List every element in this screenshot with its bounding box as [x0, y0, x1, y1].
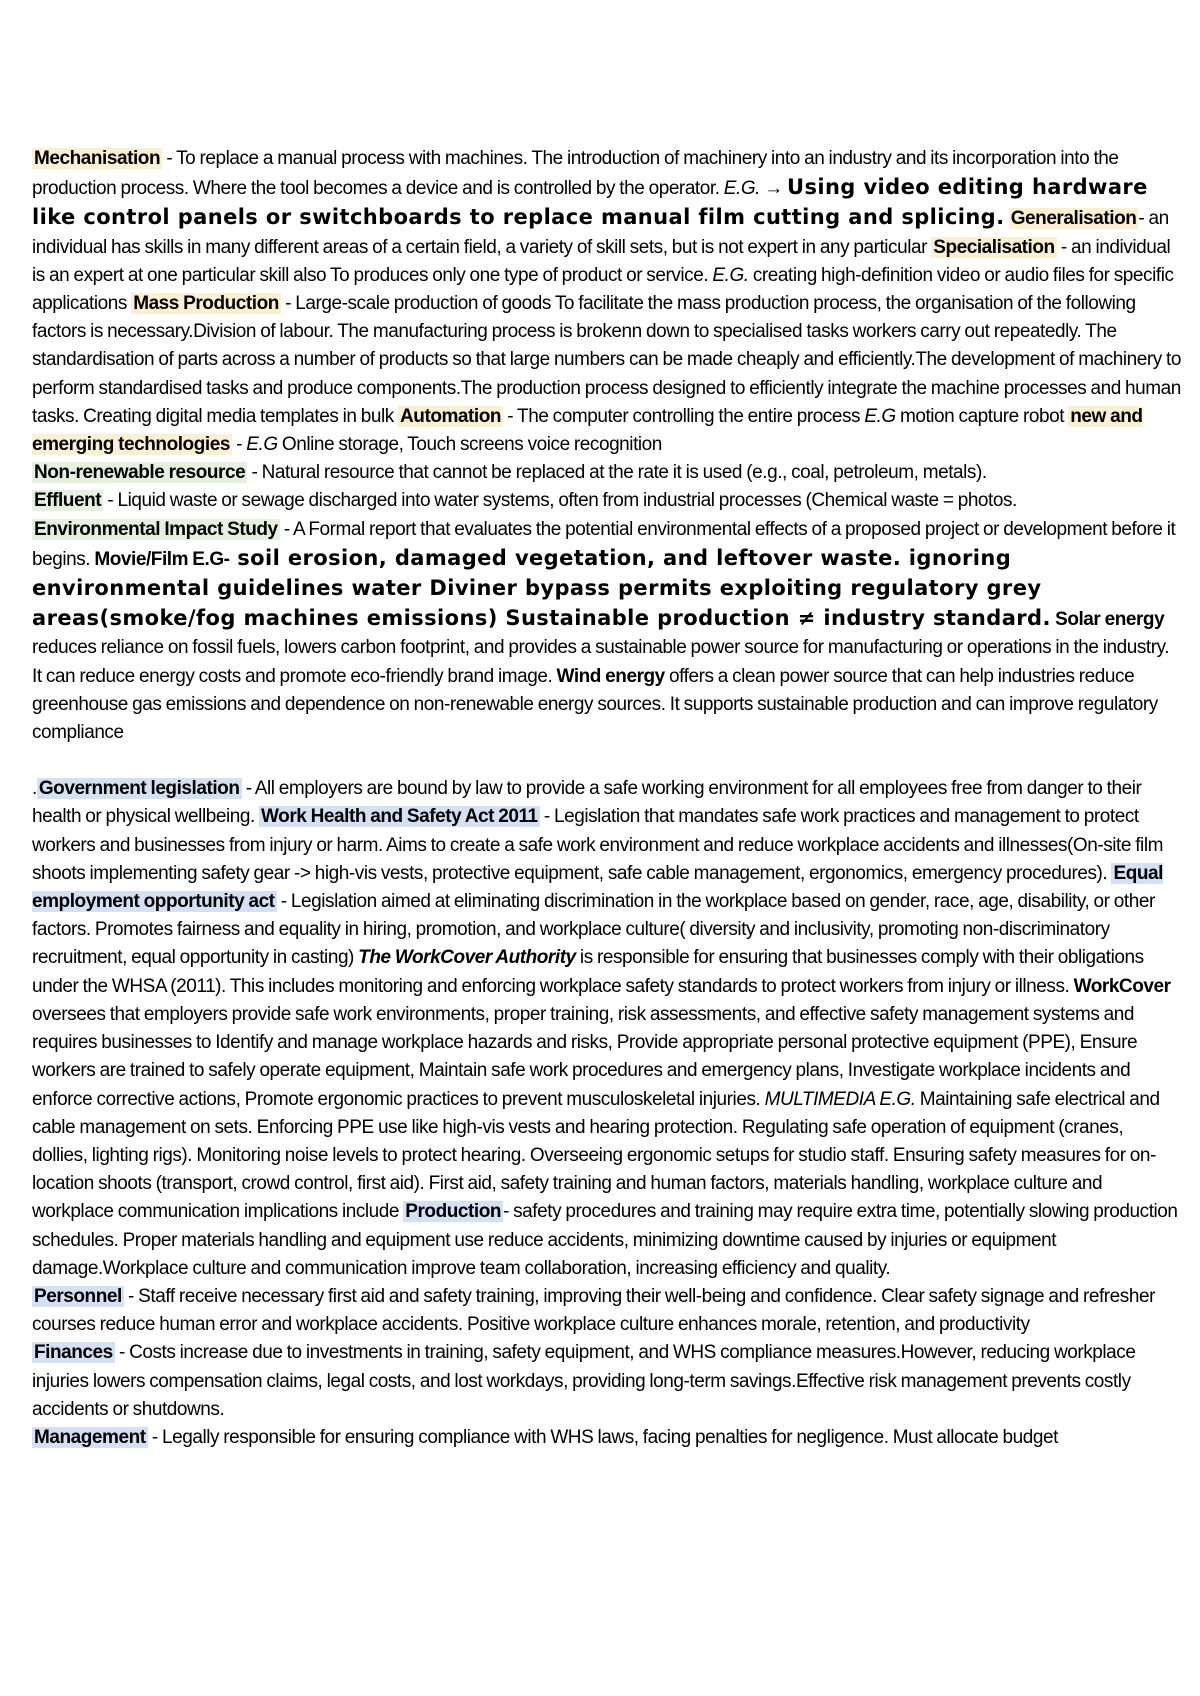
example-label: E.G.	[723, 178, 760, 200]
dash-text: -	[231, 434, 247, 456]
term-production: Production	[405, 1201, 502, 1223]
paragraph-legislation	[32, 775, 1182, 1452]
term-effluent: Effluent	[34, 490, 102, 512]
definition-production: - safety procedures and training may require extra time, potentially slowing production schedules. Proper materials handling and equipment use reduce accidents, minimizing downtime caused by injuries or equipment damage.Workplace culture and communication improve team collaboration, increasing efficiency and quality.	[32, 1201, 1178, 1279]
term-personnel: Personnel	[34, 1285, 122, 1307]
definition-management: - Legally responsible for ensuring compliance with WHS laws, facing penalties for negligence. Must allocate budget	[147, 1426, 1058, 1448]
definition-automation: - The computer controlling the entire process	[503, 405, 865, 427]
definition-generalisation: - an individual has skills in many different areas of a certain field, a variety of skill sets, but is not expert in any particular	[32, 208, 1169, 258]
example-automation: motion capture robot	[895, 405, 1069, 427]
term-equal-employment-opportunity: Equal employment opportunity act	[32, 862, 1163, 913]
term-mechanisation: Mechanisation	[34, 148, 161, 169]
term-solar-energy: Solar energy	[1055, 609, 1165, 631]
definition-mass-production: - Large-scale production of goods To facilitate the mass production process, the organisation of the following factors is necessary.Division of labour. The manufacturing process is brokenn down to specialised tasks workers carry out repeatedly. The standardisation of parts across a number of products so that large numbers can be made cheaply and efficiently.The development of machinery to perform standardised tasks and produce components.The production process designed to efficiently integrate the machine processes and human tasks. Creating digital media templates in bulk	[32, 293, 1181, 427]
example-label: E.G.	[712, 264, 749, 286]
definition-specialisation: - an individual is an expert at one particular skill also To produces only one type of product or service.	[32, 236, 1171, 286]
term-non-renewable-resource: Non-renewable resource	[34, 462, 246, 484]
example-specialisation: creating high-definition video or audio files for specific applications	[32, 264, 1174, 315]
term-government-legislation: Government legislation	[38, 778, 240, 800]
term-specialisation: Specialisation	[933, 236, 1055, 258]
definition-environmental-impact-study: - A Formal report that evaluates the potential environmental effects of a proposed project or development before it begins.	[32, 518, 1176, 570]
paragraph-spacer	[32, 747, 1182, 775]
definition-workcover: oversees that employers provide safe work environments, proper training, risk assessments, and effective safety management systems and requires businesses to Identify and manage workplace hazards and risks, Provide appropriate personal protective equipment (PPE), Ensure workers are trained to safely operate equipment, Maintain safe work procedures and emergency plans, Investigate workplace incidents and enforce corrective actions, Promote ergonomic practices to prevent musculoskeletal injuries.	[32, 1003, 1138, 1110]
definition-workcover-authority: is responsible for ensuring that businesses comply with their obligations under the WHSA (2011). This includes monitoring and enforcing workplace safety standards to protect workers from injury or illness.	[32, 947, 1144, 997]
example-label-multimedia: MULTIMEDIA E.G.	[764, 1088, 916, 1110]
example-label-movie-film: Movie/Film E.G-	[94, 548, 230, 570]
term-whs-act: Work Health and Safety Act 2011	[261, 806, 538, 828]
term-environmental-impact-study: Environmental Impact Study	[34, 518, 278, 540]
definition-whs-act: - Legislation that mandates safe work practices and management to protect workers and businesses from injury or harm. Aims to create a safe work environment and reduce workplace accidents and illnesses(On-site film shoots implementing safety gear -> high-vis vests, protective equipment, safe cable management, ergonomics, emergency procedures).	[32, 806, 1163, 884]
example-label: E.G	[864, 405, 896, 427]
term-management: Management	[34, 1426, 146, 1448]
term-wind-energy: Wind energy	[556, 665, 665, 687]
definition-finances: - Costs increase due to investments in training, safety equipment, and WHS compliance measures.However, reducing workplace injuries lowers compensation claims, legal costs, and lost workdays, providing long-term savings.Effective risk management prevents costly accidents or shutdowns.	[32, 1342, 1136, 1420]
term-finances: Finances	[34, 1342, 113, 1364]
term-new-emerging-technologies: new and emerging technologies	[32, 405, 1143, 456]
paragraph-industry-concepts	[32, 145, 1182, 747]
term-automation: Automation	[400, 405, 502, 427]
example-mechanisation: Using video editing hardware like control panels or switchboards to replace manual film cutting and splicing.	[32, 175, 1148, 230]
definition-wind-energy: offers a clean power source that can help industries reduce greenhouse gas emissions and dependence on non-renewable energy sources. It supports sustainable production and can improve regulatory compliance	[32, 665, 1158, 744]
definition-equal-employment-opportunity: - Legislation aimed at eliminating discrimination in the workplace based on gender, race, age, disability, or other factors. Promotes fairness and equality in hiring, promotion, and workplace culture( diversity and inclusivity, promoting non-discriminatory recruitment, equal opportunity in casting)	[32, 891, 1155, 969]
document-page	[32, 145, 1182, 1452]
term-generalisation: Generalisation	[1010, 208, 1137, 230]
definition-solar-energy: reduces reliance on fossil fuels, lowers carbon footprint, and provides a sustainable power source for manufacturing or operations in the industry. It can reduce energy costs and promote eco-friendly brand image.	[32, 637, 1170, 687]
term-workcover: WorkCover	[1073, 975, 1171, 997]
arrow-icon: →	[759, 178, 787, 200]
example-multimedia: Maintaining safe electrical and cable management on sets. Enforcing PPE use like high-vis vests and hearing protection. Regulating safe operation of equipment (cranes, dollies, lighting rigs). Monitoring noise levels to protect hearing. Overseeing ergonomic setups for studio staff. Ensuring safety measures for on-location shoots (transport, crowd control, first aid). First aid, safety training and human factors, materials handling, workplace culture and workplace communication implications include	[32, 1088, 1160, 1223]
definition-government-legislation: - All employers are bound by law to provide a safe working environment for all employees free from danger to their health or physical wellbeing.	[32, 778, 1142, 828]
term-mass-production: Mass Production	[133, 293, 279, 315]
example-label: E.G	[246, 434, 278, 456]
definition-non-renewable-resource: - Natural resource that cannot be replaced at the rate it is used (e.g., coal, petroleum, metals).	[247, 462, 987, 484]
example-new-technologies: Online storage, Touch screens voice recognition	[277, 434, 662, 456]
term-workcover-authority: The WorkCover Authority	[358, 947, 576, 969]
definition-mechanisation: - To replace a manual process with machines. The introduction of machinery into an industry and its incorporation into the production process. Where the tool becomes a device and is controlled by the operator.	[32, 148, 1119, 200]
leading-period: .	[32, 778, 37, 800]
definition-effluent: - Liquid waste or sewage discharged into water systems, often from industrial processes (Chemical waste = photos.	[103, 490, 1017, 512]
example-environmental-impact: soil erosion, damaged vegetation, and leftover waste. ignoring environmental guidelines water Diviner bypass permits exploiting regulatory grey areas(smoke/fog machines emissions) Sustainable production ≠ industry standard.	[32, 545, 1051, 631]
definition-personnel: - Staff receive necessary first aid and safety training, improving their well-being and confidence. Clear safety signage and refresher courses reduce human error and workplace accidents. Positive workplace culture enhances morale, retention, and productivity	[32, 1285, 1155, 1336]
